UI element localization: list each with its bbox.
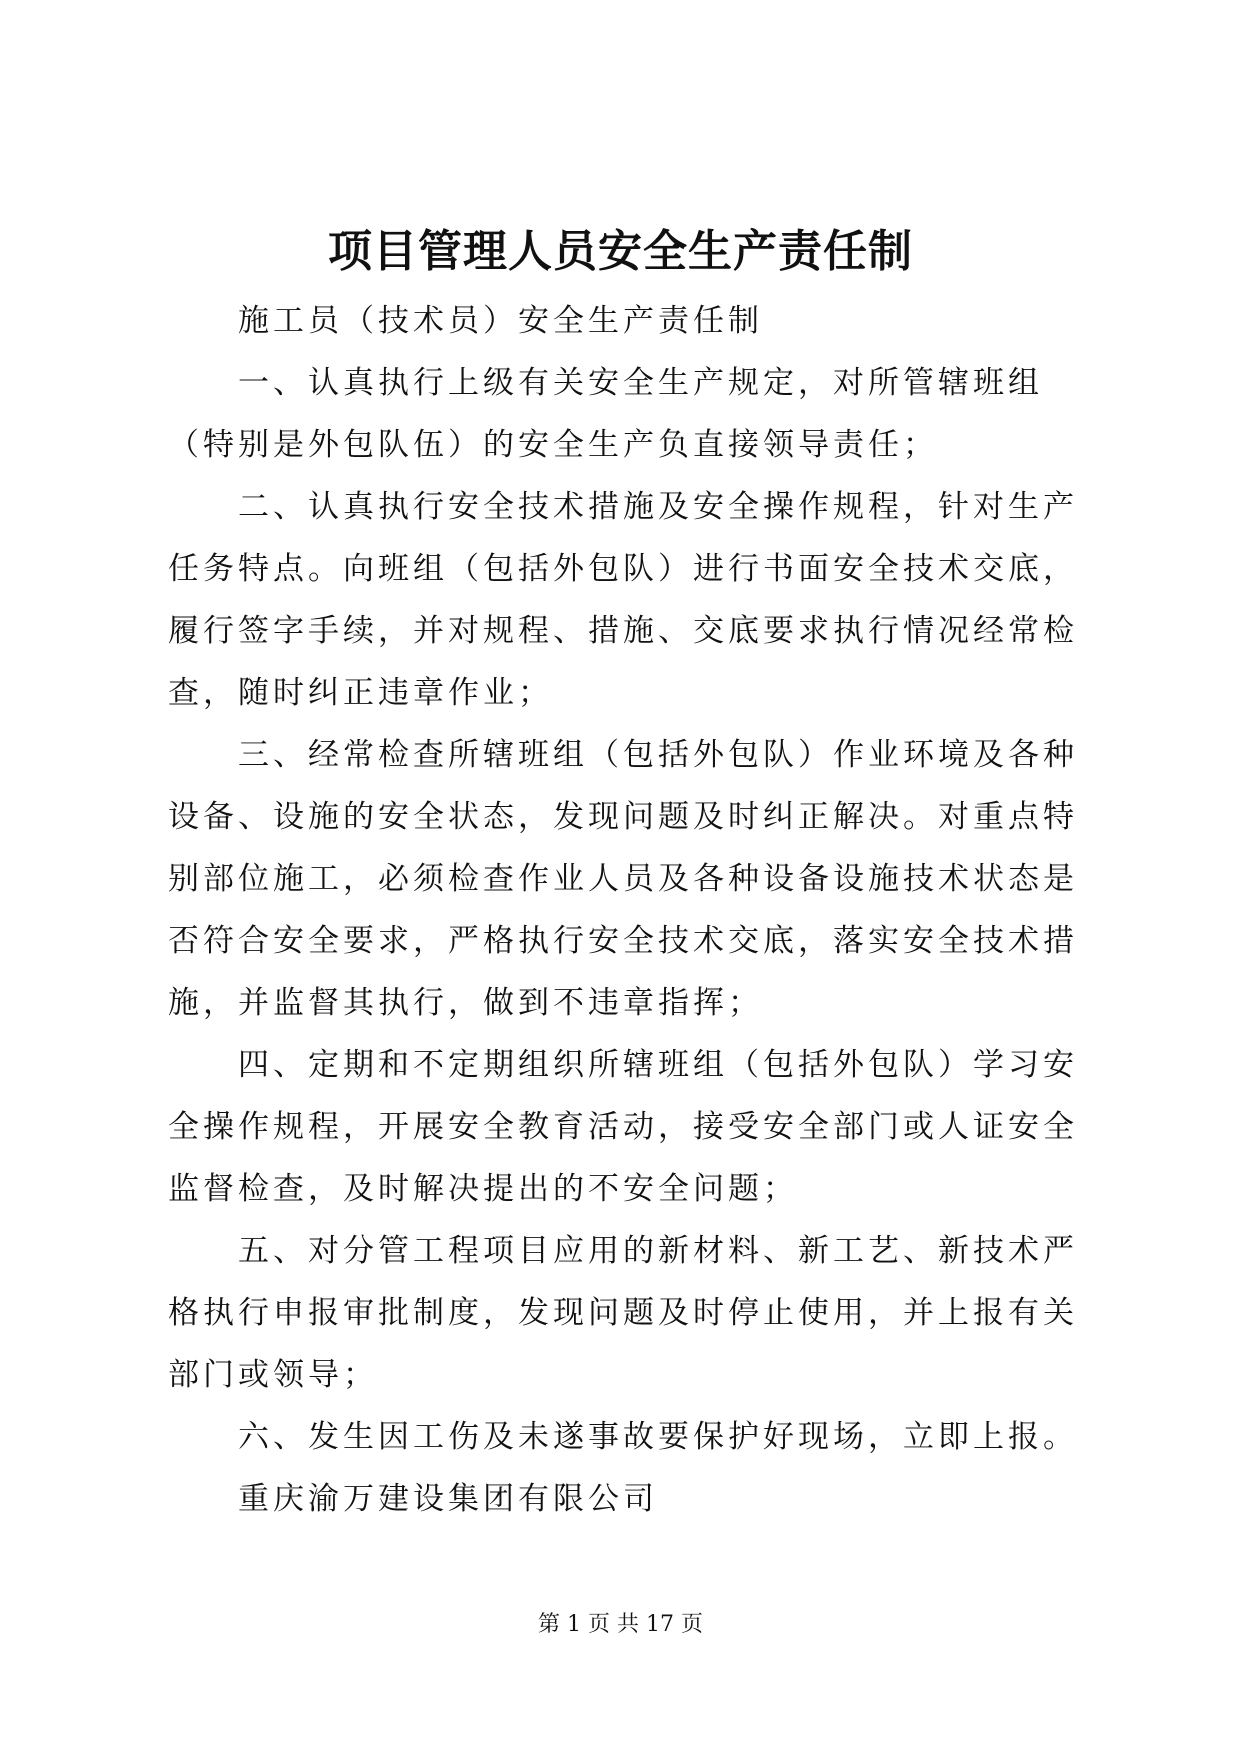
subtitle-paragraph: 施工员（技术员）安全生产责任制: [238, 303, 763, 339]
clause-2-paragraph: 二、认真执行安全技术措施及安全操作规程，针对生产任务特点。向班组（包括外包队）进行书面安全技术交底，履行签字手续，并对规程、措施、交底要求执行情况经常检查，随时纠正违章作业；: [168, 489, 1078, 711]
clause-3-paragraph: 三、经常检查所辖班组（包括外包队）作业环境及各种设备、设施的安全状态，发现问题及时纠正解决。对重点特别部位施工，必须检查作业人员及各种设备设施技术状态是否符合安全要求，严格执行安全技术交底，落实安全技术措施，并监督其执行，做到不违章指挥；: [168, 737, 1078, 1021]
clause-6-paragraph: 六、发生因工伤及未遂事故要保护好现场，立即上报。: [238, 1419, 1078, 1455]
company-name-paragraph: 重庆渝万建设集团有限公司: [238, 1481, 658, 1517]
clause-5-paragraph: 五、对分管工程项目应用的新材料、新工艺、新技术严格执行申报审批制度，发现问题及时停止使用，并上报有关部门或领导；: [168, 1233, 1078, 1393]
document-body: [168, 290, 1088, 1530]
document-title: 项目管理人员安全生产责任制: [328, 226, 913, 277]
clause-1-paragraph: 一、认真执行上级有关安全生产规定，对所管辖班组（特别是外包队伍）的安全生产负直接领导责任；: [168, 365, 1043, 463]
page-number-footer: 第 1 页 共 17 页: [538, 1612, 703, 1637]
clause-4-paragraph: 四、定期和不定期组织所辖班组（包括外包队）学习安全操作规程，开展安全教育活动，接受安全部门或人证安全监督检查，及时解决提出的不安全问题；: [168, 1047, 1078, 1207]
